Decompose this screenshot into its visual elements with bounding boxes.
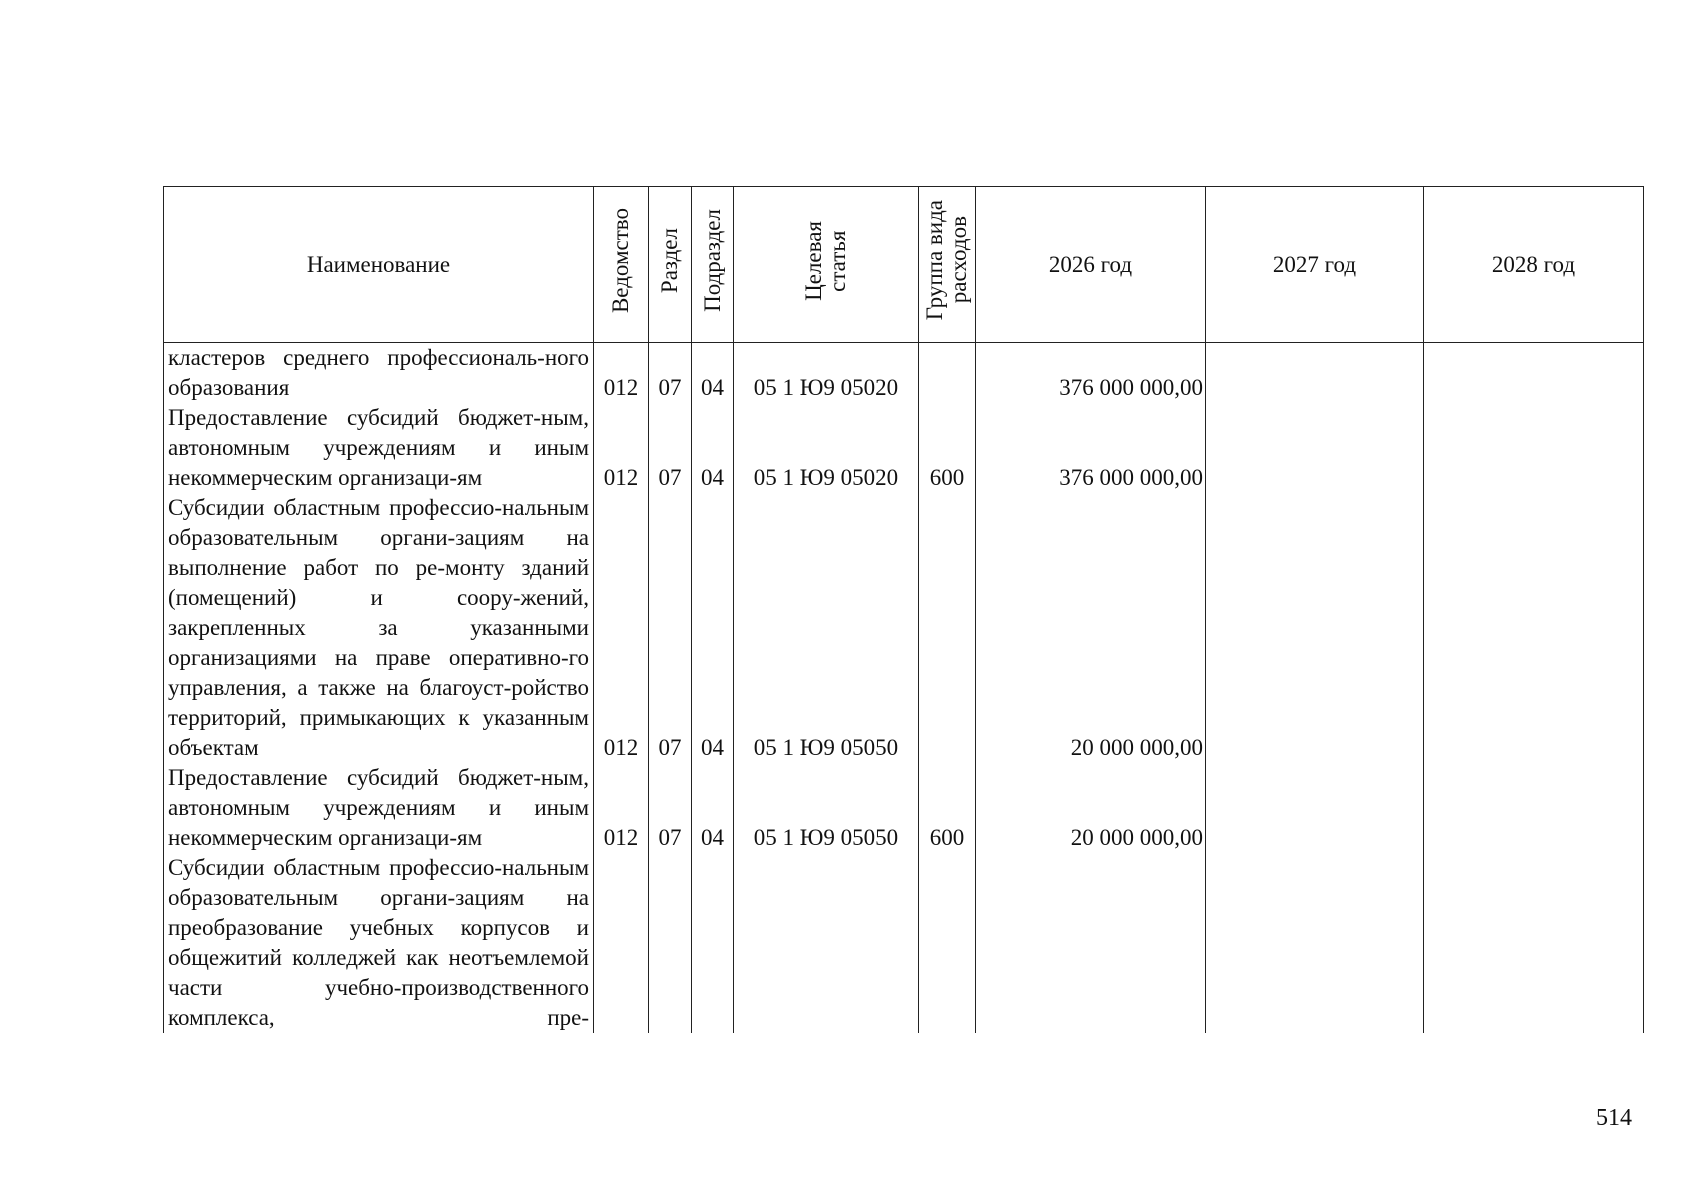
row-department: 012 xyxy=(594,493,649,763)
table-row xyxy=(164,763,1644,853)
row-amount-2028 xyxy=(1424,853,1644,1033)
row-amount-2026 xyxy=(976,853,1206,1033)
row-name: Субсидии областным профессио-нальным образовательным органи-зациям на выполнение работ по ре-монту зданий (помещений) и соору-жений, закрепленных за указанными организациями на праве оперативно-го управления, а также на благоуст-ройство территорий, примыкающих к указанным объектам xyxy=(164,493,594,763)
row-amount-2026: 376 000 000,00 xyxy=(976,343,1206,404)
row-name: Субсидии областным профессио-нальным образовательным органи-зациям на преобразование учебных корпусов и общежитий колледжей как неотъемлемой части учебно-производственного комплекса, пре- xyxy=(164,853,594,1033)
row-subsection: 04 xyxy=(692,493,734,763)
table-row xyxy=(164,343,1644,404)
row-department: 012 xyxy=(594,403,649,493)
row-amount-2026: 20 000 000,00 xyxy=(976,763,1206,853)
row-name: кластеров среднего профессиональ-ного образования xyxy=(164,343,594,404)
row-target-article: 05 1 Ю9 05020 xyxy=(734,403,919,493)
row-section: 07 xyxy=(649,493,692,763)
header-subsection: Подраздел xyxy=(692,187,734,343)
row-amount-2027 xyxy=(1206,763,1424,853)
row-target-article: 05 1 Ю9 05020 xyxy=(734,343,919,404)
header-year-2027: 2027 год xyxy=(1206,187,1424,343)
row-subsection: 04 xyxy=(692,403,734,493)
row-section: 07 xyxy=(649,403,692,493)
page-number: 514 xyxy=(1596,1105,1632,1131)
row-subsection xyxy=(692,853,734,1033)
row-department: 012 xyxy=(594,343,649,404)
header-section: Раздел xyxy=(649,187,692,343)
row-department: 012 xyxy=(594,763,649,853)
row-amount-2028 xyxy=(1424,493,1644,763)
row-name: Предоставление субсидий бюджет-ным, автономным учреждениям и иным некоммерческим организаци-ям xyxy=(164,763,594,853)
row-section xyxy=(649,853,692,1033)
row-expense-group xyxy=(919,853,976,1033)
row-section: 07 xyxy=(649,343,692,404)
row-amount-2028 xyxy=(1424,763,1644,853)
header-row xyxy=(164,187,1644,343)
row-target-article: 05 1 Ю9 05050 xyxy=(734,763,919,853)
row-amount-2028 xyxy=(1424,343,1644,404)
row-expense-group xyxy=(919,343,976,404)
header-expense-group: Группа вида расходов xyxy=(919,187,976,343)
row-name: Предоставление субсидий бюджет-ным, автономным учреждениям и иным некоммерческим организаци-ям xyxy=(164,403,594,493)
table-row xyxy=(164,853,1644,1033)
row-amount-2028 xyxy=(1424,403,1644,493)
row-amount-2027 xyxy=(1206,343,1424,404)
row-expense-group: 600 xyxy=(919,763,976,853)
budget-table xyxy=(163,186,1644,1033)
header-year-2028: 2028 год xyxy=(1424,187,1644,343)
row-target-article: 05 1 Ю9 05050 xyxy=(734,493,919,763)
row-subsection: 04 xyxy=(692,343,734,404)
row-amount-2026: 20 000 000,00 xyxy=(976,493,1206,763)
header-department: Ведомство xyxy=(594,187,649,343)
table-row xyxy=(164,403,1644,493)
row-amount-2027 xyxy=(1206,493,1424,763)
row-amount-2027 xyxy=(1206,403,1424,493)
row-section: 07 xyxy=(649,763,692,853)
header-year-2026: 2026 год xyxy=(976,187,1206,343)
table-row xyxy=(164,493,1644,763)
header-name: Наименование xyxy=(164,187,594,343)
row-amount-2027 xyxy=(1206,853,1424,1033)
row-subsection: 04 xyxy=(692,763,734,853)
row-amount-2026: 376 000 000,00 xyxy=(976,403,1206,493)
row-expense-group xyxy=(919,493,976,763)
header-target-article: Целевая статья xyxy=(734,187,919,343)
row-expense-group: 600 xyxy=(919,403,976,493)
row-department xyxy=(594,853,649,1033)
row-target-article xyxy=(734,853,919,1033)
